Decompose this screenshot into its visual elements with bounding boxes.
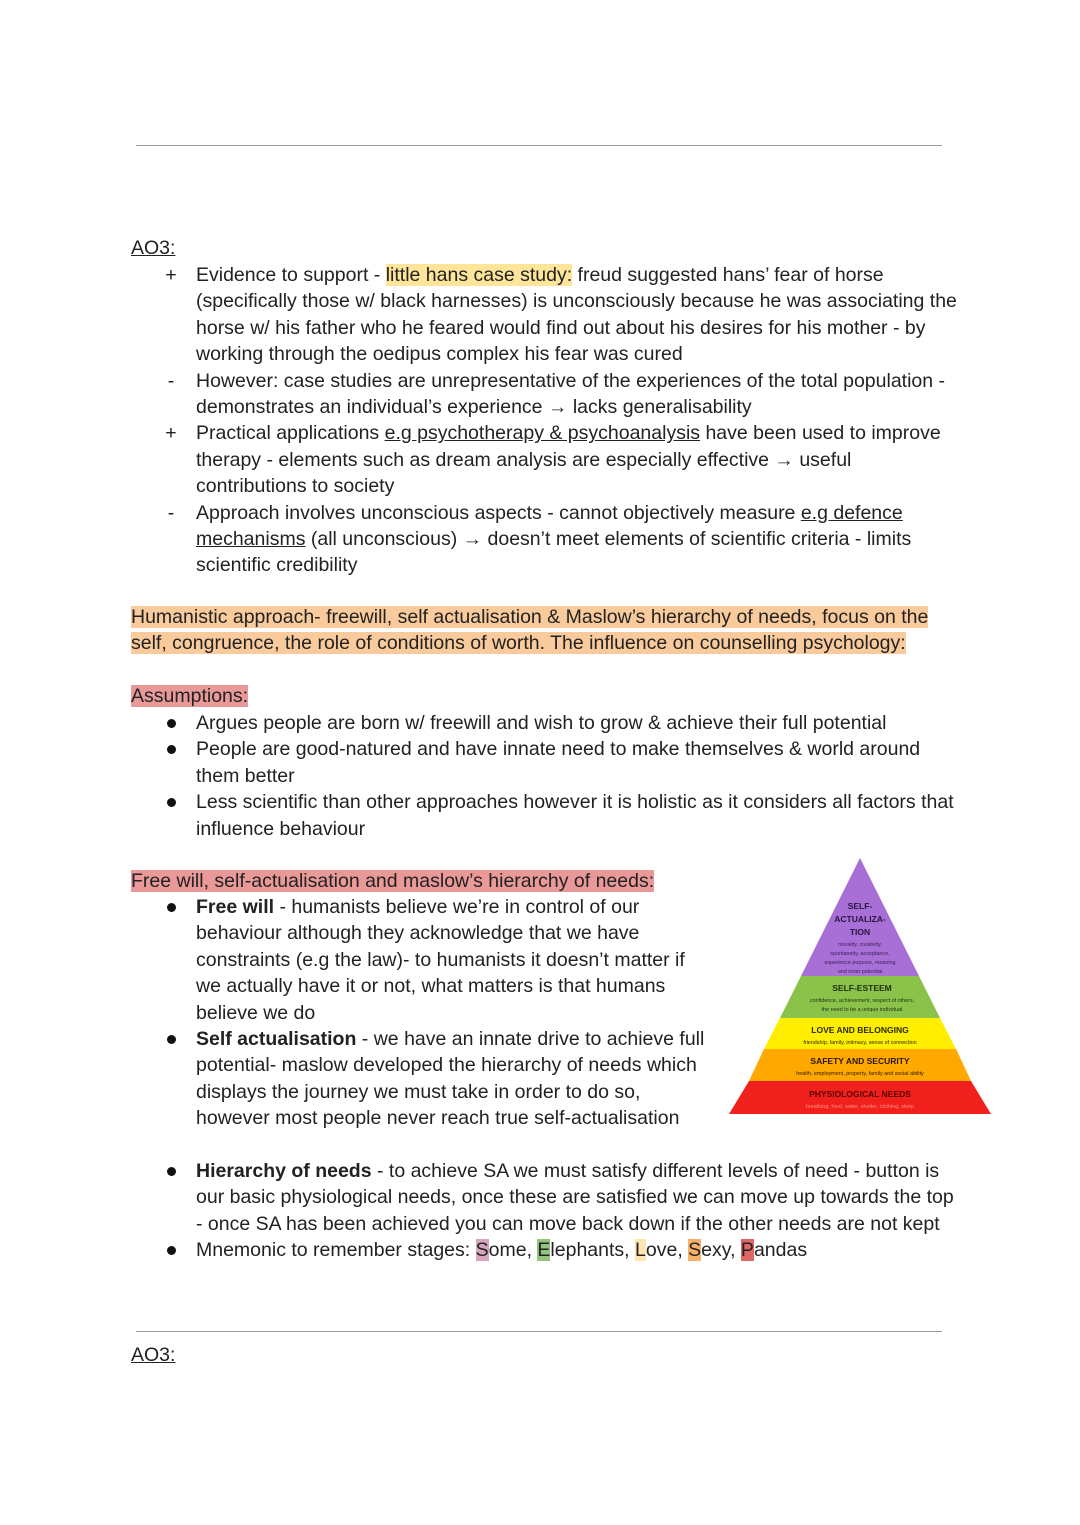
humanistic-title-text: Humanistic approach- freewill, self actualisation & Maslow’s hierarchy of needs, focus on the self, congruence, the role of conditions of worth. The influence on counselling psychology: [131, 606, 929, 655]
assumptions-heading-text: Assumptions: [131, 685, 249, 707]
item-text: - to achieve SA we must satisfy different levels of need - button is our basic physiological needs, once these are satisfied we can move up towards the top - once SA has been achieved you can move back down if the other needs are not kept [196, 1160, 954, 1235]
item-text: (all unconscious) → doesn’t meet elements of scientific criteria - limits scientific credibility [196, 528, 912, 577]
mnemonic-prefix: Mnemonic to remember stages: [196, 1239, 476, 1262]
pyramid-desc-sa-4: and inner potential [837, 969, 883, 975]
mnemonic-word: ove [645, 1239, 678, 1262]
item-text: However: case studies are unrepresentative of the experiences of the total population - demonstrates an individual’s experience → lacks generalisability [196, 369, 946, 419]
mnemonic [131, 1237, 961, 1263]
pyramid-desc-sa-3: experience purpose, meaning [824, 960, 896, 966]
link-psychotherapy[interactable]: e.g psychotherapy & psychoanalysis [384, 422, 701, 445]
assumptions-list [131, 710, 961, 842]
item-text: Evidence to support - [196, 264, 386, 286]
mnemonic-word: lephants [550, 1239, 625, 1262]
bullet-icon [167, 1035, 176, 1044]
item-text: freud suggested hans’ fear of horse (specifically those w/ black harnesses) is unconsciously because he was associating the horse w/ his father who he feared would find out about his desires for his mother - by working through the oedipus complex his fear was cured [196, 264, 957, 366]
mnemonic-word: exy [701, 1239, 731, 1262]
term-free-will: Free will [196, 896, 275, 918]
pyramid-title-sa-3: TION [849, 927, 871, 937]
bottom-divider [136, 1331, 942, 1332]
ao3-list [131, 262, 961, 579]
pyramid-desc-sa-1: morality, creativity, [838, 942, 882, 948]
mnemonic-letter: P [740, 1239, 754, 1262]
list-item [131, 1158, 961, 1237]
highlight-little-hans: little hans case study: [385, 264, 573, 286]
list-item [131, 736, 961, 789]
pyramid-title-safety: SAFETY AND SECURITY [810, 1056, 910, 1066]
pyramid-title-esteem: SELF-ESTEEM [832, 983, 892, 993]
term-hierarchy: Hierarchy of needs [196, 1160, 372, 1182]
assumptions-heading [131, 683, 248, 709]
minus-marker: - [167, 369, 175, 392]
list-item [131, 710, 961, 736]
bullet-icon [167, 1167, 176, 1176]
mnemonic-letter: S [688, 1239, 702, 1262]
pyramid-desc-physiological: breathing, food, water, shelter, clothing, sleep [805, 1104, 915, 1110]
pyramid-title-love: LOVE AND BELONGING [811, 1025, 909, 1035]
list-item [131, 500, 961, 579]
bullet-icon [167, 903, 176, 912]
link-defence-mechanisms[interactable]: e.g defence mechanisms [196, 501, 903, 551]
freewill-heading-text: Free will, self-actualisation and maslow’s hierarchy of needs: [131, 870, 655, 892]
minus-marker: - [167, 501, 175, 524]
freewill-list-narrow [131, 894, 711, 1132]
ao3-bottom-heading: AO3: [131, 1344, 176, 1366]
pyramid-desc-love: friendship, family, intimacy, sense of connection [803, 1040, 917, 1046]
pyramid-desc-safety: health, employment, property, family and social ability [796, 1071, 924, 1077]
mnemonic-word: andas [753, 1239, 808, 1262]
list-item [131, 368, 961, 421]
humanistic-title [131, 604, 961, 657]
item-text: - humanists believe we’re in control of our behaviour although they acknowledge that we have constraints (e.g the law)- to humanists it doesn’t matter if we actually have it or not, what matters is that humans believe we do [196, 896, 685, 1024]
top-divider [136, 145, 942, 146]
bullet-icon [167, 719, 176, 728]
item-text: Practical applications [196, 422, 385, 445]
list-item [131, 1026, 711, 1132]
mnemonic-word: ome [488, 1239, 527, 1262]
item-text: - we have an innate drive to achieve full potential- maslow developed the hierarchy of needs which displays the journey we must take in order to do so, however most people never reach true self-actualisation [196, 1028, 705, 1130]
pyramid-title-sa-2: ACTUALIZA- [834, 914, 886, 924]
pyramid-title-physiological: PHYSIOLOGICAL NEEDS [809, 1089, 911, 1099]
pyramid-desc-esteem-1: confidence, achievement, respect of others, [809, 998, 915, 1004]
freewill-heading [131, 868, 654, 894]
item-text: have been used to improve therapy - elements such as dream analysis are especially effective → useful contributions to society [196, 422, 941, 498]
item-text: People are good-natured and have innate need to make themselves & world around them better [196, 738, 921, 787]
pyramid-desc-esteem-2: the need to be a unique individual [821, 1007, 903, 1013]
pyramid-title-sa-1: SELF- [847, 901, 873, 911]
bullet-icon [167, 745, 176, 754]
list-item [131, 894, 711, 1026]
maslow-pyramid [729, 858, 991, 1116]
bullet-icon [167, 798, 176, 807]
plus-marker: + [165, 264, 177, 286]
mnemonic-sep: , [624, 1239, 635, 1262]
plus-marker: + [165, 422, 177, 445]
item-text: Approach involves unconscious aspects - cannot objectively measure [196, 501, 801, 524]
bullet-icon [167, 1246, 176, 1255]
pyramid-desc-sa-2: spontaneity, acceptance, [830, 951, 890, 957]
mnemonic-sep: , [730, 1239, 741, 1262]
freewill-list-wide [131, 1158, 961, 1264]
mnemonic-sep: , [677, 1239, 689, 1262]
mnemonic-sep: , [526, 1239, 538, 1262]
mnemonic-letter: S [475, 1239, 489, 1262]
list-item [131, 789, 961, 842]
term-self-actualisation: Self actualisation [196, 1028, 357, 1051]
item-text: Less scientific than other approaches however it is holistic as it considers all factors that influence behaviour [196, 791, 954, 840]
list-item [131, 262, 961, 368]
list-item [131, 420, 961, 499]
mnemonic-letter: L [635, 1239, 646, 1262]
mnemonic-letter: E [537, 1239, 551, 1262]
item-text: Argues people are born w/ freewill and wish to grow & achieve their full potential [196, 712, 887, 734]
ao3-heading: AO3: [131, 237, 176, 259]
